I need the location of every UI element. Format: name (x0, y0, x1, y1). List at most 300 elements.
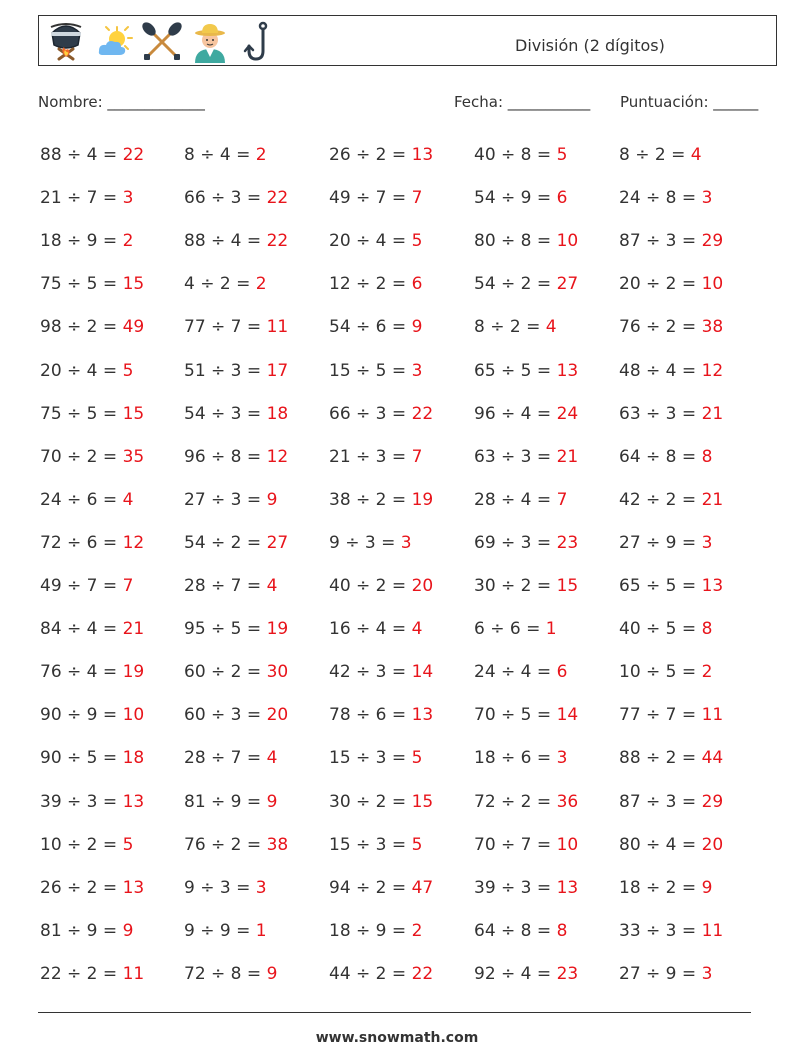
problem-answer: 19 (411, 490, 434, 510)
problem-question: 18 ÷ 9 = (40, 231, 123, 251)
problem-question: 70 ÷ 5 = (474, 705, 557, 725)
division-problem (40, 619, 144, 639)
problem-answer: 6 (556, 188, 568, 208)
problem-question: 92 ÷ 4 = (474, 964, 557, 984)
problem-answer: 30 (266, 662, 289, 682)
problem-answer: 18 (122, 748, 145, 768)
problem-question: 40 ÷ 5 = (619, 619, 702, 639)
problem-question: 54 ÷ 2 = (184, 533, 267, 553)
problem-answer: 5 (411, 835, 423, 855)
problem-answer: 36 (556, 792, 579, 812)
problem-question: 72 ÷ 8 = (184, 964, 267, 984)
problem-question: 49 ÷ 7 = (40, 576, 123, 596)
score-field[interactable] (620, 93, 758, 111)
problem-question: 21 ÷ 3 = (329, 447, 412, 467)
problem-question: 42 ÷ 2 = (619, 490, 702, 510)
division-problem (40, 490, 133, 510)
problem-answer: 49 (122, 317, 145, 337)
division-problem (40, 274, 144, 294)
problem-answer: 12 (122, 533, 145, 553)
problem-answer: 11 (701, 705, 724, 725)
problem-question: 96 ÷ 8 = (184, 447, 267, 467)
problem-question: 88 ÷ 4 = (40, 145, 123, 165)
problem-question: 9 ÷ 9 = (184, 921, 256, 941)
problem-answer: 5 (411, 231, 423, 251)
problem-question: 48 ÷ 4 = (619, 361, 702, 381)
problem-question: 15 ÷ 3 = (329, 748, 412, 768)
division-problem (474, 705, 578, 725)
problem-question: 26 ÷ 2 = (329, 145, 412, 165)
division-problem (184, 835, 288, 855)
problem-answer: 22 (411, 404, 434, 424)
division-problem (184, 792, 277, 812)
worksheet-title: División (2 dígitos) (515, 36, 665, 55)
problem-question: 64 ÷ 8 = (474, 921, 557, 941)
problem-answer: 5 (411, 748, 423, 768)
division-problem (329, 921, 422, 941)
division-problem (329, 533, 412, 553)
problem-answer: 3 (556, 748, 568, 768)
problem-answer: 7 (411, 447, 423, 467)
problem-question: 54 ÷ 3 = (184, 404, 267, 424)
division-problem (474, 619, 557, 639)
problem-answer: 2 (701, 662, 713, 682)
problem-question: 27 ÷ 9 = (619, 533, 702, 553)
problem-question: 30 ÷ 2 = (474, 576, 557, 596)
problem-answer: 3 (255, 878, 267, 898)
problem-question: 8 ÷ 4 = (184, 145, 256, 165)
division-problem (619, 662, 712, 682)
division-problem (40, 964, 144, 984)
division-problem (474, 274, 578, 294)
problem-answer: 11 (122, 964, 145, 984)
problem-question: 95 ÷ 5 = (184, 619, 267, 639)
division-problem (329, 404, 433, 424)
problem-question: 44 ÷ 2 = (329, 964, 412, 984)
problem-answer: 3 (400, 533, 412, 553)
problem-question: 40 ÷ 2 = (329, 576, 412, 596)
problem-answer: 5 (122, 361, 134, 381)
problem-answer: 23 (556, 533, 579, 553)
division-problem (619, 274, 723, 294)
problem-answer: 8 (701, 619, 713, 639)
problem-answer: 9 (266, 964, 278, 984)
problem-answer: 6 (411, 274, 423, 294)
problem-answer: 8 (701, 447, 713, 467)
division-problem (474, 188, 567, 208)
date-label: Fecha: ___________ (454, 93, 591, 111)
division-problem (329, 274, 422, 294)
problem-answer: 2 (255, 145, 267, 165)
division-problem (184, 145, 267, 165)
problem-answer: 21 (701, 490, 724, 510)
division-problem (329, 361, 422, 381)
problem-answer: 12 (266, 447, 289, 467)
problem-question: 49 ÷ 7 = (329, 188, 412, 208)
problem-question: 9 ÷ 3 = (329, 533, 401, 553)
problem-question: 60 ÷ 2 = (184, 662, 267, 682)
cooking-pot-campfire-icon (45, 21, 87, 63)
problem-question: 66 ÷ 3 = (184, 188, 267, 208)
problem-question: 40 ÷ 8 = (474, 145, 557, 165)
division-problem (619, 835, 723, 855)
division-problem (40, 878, 144, 898)
problem-question: 80 ÷ 8 = (474, 231, 557, 251)
problem-answer: 15 (411, 792, 434, 812)
problem-answer: 9 (411, 317, 423, 337)
problem-question: 98 ÷ 2 = (40, 317, 123, 337)
division-problem (184, 317, 288, 337)
problem-answer: 2 (255, 274, 267, 294)
division-problem (619, 878, 712, 898)
division-problem (474, 921, 567, 941)
name-label: Nombre: _____________ (38, 93, 205, 111)
problem-answer: 8 (556, 921, 568, 941)
problem-question: 94 ÷ 2 = (329, 878, 412, 898)
problem-question: 24 ÷ 4 = (474, 662, 557, 682)
division-problem (40, 404, 144, 424)
division-problem (619, 490, 723, 510)
problem-answer: 10 (701, 274, 724, 294)
division-problem (619, 317, 723, 337)
problem-answer: 29 (701, 792, 724, 812)
problem-question: 4 ÷ 2 = (184, 274, 256, 294)
problem-question: 84 ÷ 4 = (40, 619, 123, 639)
problem-question: 63 ÷ 3 = (619, 404, 702, 424)
problem-question: 63 ÷ 3 = (474, 447, 557, 467)
division-problem (40, 188, 133, 208)
problem-answer: 22 (266, 231, 289, 251)
division-problem (40, 317, 144, 337)
problem-answer: 19 (266, 619, 289, 639)
problem-question: 76 ÷ 2 = (619, 317, 702, 337)
division-problem (329, 748, 422, 768)
problem-answer: 4 (266, 576, 278, 596)
problem-answer: 13 (411, 705, 434, 725)
problem-answer: 12 (701, 361, 724, 381)
problem-answer: 10 (122, 705, 145, 725)
problem-answer: 38 (701, 317, 724, 337)
division-problem (184, 404, 288, 424)
division-problem (329, 835, 422, 855)
problem-answer: 2 (122, 231, 134, 251)
division-problem (184, 533, 288, 553)
problem-question: 18 ÷ 6 = (474, 748, 557, 768)
problem-question: 15 ÷ 5 = (329, 361, 412, 381)
problem-question: 66 ÷ 3 = (329, 404, 412, 424)
division-problem (474, 404, 578, 424)
problem-question: 38 ÷ 2 = (329, 490, 412, 510)
problem-question: 60 ÷ 3 = (184, 705, 267, 725)
problem-question: 39 ÷ 3 = (40, 792, 123, 812)
division-problem (619, 792, 723, 812)
problem-question: 18 ÷ 9 = (329, 921, 412, 941)
problem-question: 12 ÷ 2 = (329, 274, 412, 294)
problem-answer: 13 (701, 576, 724, 596)
problem-question: 28 ÷ 7 = (184, 576, 267, 596)
division-problem (329, 705, 433, 725)
division-problem (184, 447, 288, 467)
division-problem (184, 878, 267, 898)
problem-question: 72 ÷ 2 = (474, 792, 557, 812)
division-problem (474, 964, 578, 984)
problem-question: 75 ÷ 5 = (40, 274, 123, 294)
division-problem (184, 231, 288, 251)
problem-question: 21 ÷ 7 = (40, 188, 123, 208)
problem-question: 24 ÷ 6 = (40, 490, 123, 510)
division-problem (184, 274, 267, 294)
problem-question: 6 ÷ 6 = (474, 619, 546, 639)
problem-answer: 13 (556, 361, 579, 381)
problem-answer: 1 (255, 921, 267, 941)
problem-answer: 23 (556, 964, 579, 984)
division-problem (40, 662, 144, 682)
problem-answer: 4 (122, 490, 134, 510)
problem-question: 18 ÷ 2 = (619, 878, 702, 898)
problem-question: 77 ÷ 7 = (184, 317, 267, 337)
problem-answer: 13 (411, 145, 434, 165)
problem-answer: 29 (701, 231, 724, 251)
division-problem (40, 145, 144, 165)
division-problem (474, 447, 578, 467)
problem-question: 24 ÷ 8 = (619, 188, 702, 208)
division-problem (619, 188, 712, 208)
header-icons (45, 21, 279, 63)
problem-question: 10 ÷ 2 = (40, 835, 123, 855)
problem-answer: 1 (545, 619, 557, 639)
division-problem (619, 231, 723, 251)
division-problem (329, 576, 433, 596)
division-problem (184, 921, 267, 941)
problem-answer: 5 (556, 145, 568, 165)
problem-answer: 14 (556, 705, 579, 725)
division-problem (474, 878, 578, 898)
problem-question: 20 ÷ 4 = (40, 361, 123, 381)
footer-divider (38, 1012, 751, 1013)
division-problem (329, 188, 422, 208)
division-problem (474, 792, 578, 812)
problem-answer: 11 (701, 921, 724, 941)
division-problem (619, 533, 712, 553)
problem-answer: 22 (122, 145, 145, 165)
division-problem (40, 361, 133, 381)
problem-question: 28 ÷ 7 = (184, 748, 267, 768)
problem-question: 78 ÷ 6 = (329, 705, 412, 725)
problem-answer: 4 (411, 619, 423, 639)
problem-answer: 15 (122, 404, 145, 424)
problem-answer: 9 (122, 921, 134, 941)
problem-question: 39 ÷ 3 = (474, 878, 557, 898)
division-problem (619, 361, 723, 381)
problem-question: 90 ÷ 9 = (40, 705, 123, 725)
division-problem (329, 490, 433, 510)
division-problem (619, 748, 723, 768)
problem-answer: 18 (266, 404, 289, 424)
problem-question: 30 ÷ 2 = (329, 792, 412, 812)
problem-answer: 7 (411, 188, 423, 208)
problem-answer: 9 (701, 878, 713, 898)
division-problem (329, 447, 422, 467)
problem-answer: 17 (266, 361, 289, 381)
problem-question: 76 ÷ 2 = (184, 835, 267, 855)
division-problem (329, 792, 433, 812)
division-problem (474, 533, 578, 553)
problem-question: 65 ÷ 5 = (474, 361, 557, 381)
problem-answer: 20 (266, 705, 289, 725)
division-problem (329, 878, 433, 898)
problem-answer: 10 (556, 231, 579, 251)
division-problem (184, 705, 288, 725)
division-problem (184, 188, 288, 208)
division-problem (40, 533, 144, 553)
problem-question: 69 ÷ 3 = (474, 533, 557, 553)
problem-question: 28 ÷ 4 = (474, 490, 557, 510)
problem-question: 27 ÷ 9 = (619, 964, 702, 984)
problem-answer: 20 (411, 576, 434, 596)
problem-answer: 13 (122, 878, 145, 898)
division-problem (474, 317, 557, 337)
problem-answer: 35 (122, 447, 145, 467)
problem-answer: 22 (411, 964, 434, 984)
problem-answer: 13 (556, 878, 579, 898)
problem-question: 9 ÷ 3 = (184, 878, 256, 898)
date-field[interactable] (454, 93, 590, 111)
problem-question: 80 ÷ 4 = (619, 835, 702, 855)
division-problem (474, 490, 567, 510)
division-problem (40, 576, 133, 596)
problem-question: 77 ÷ 7 = (619, 705, 702, 725)
division-problem (329, 145, 433, 165)
problem-question: 20 ÷ 4 = (329, 231, 412, 251)
problem-answer: 21 (556, 447, 579, 467)
problem-question: 76 ÷ 4 = (40, 662, 123, 682)
division-problem (619, 145, 702, 165)
problem-answer: 2 (411, 921, 423, 941)
problem-answer: 7 (122, 576, 134, 596)
problem-answer: 3 (411, 361, 423, 381)
problem-answer: 21 (701, 404, 724, 424)
problem-answer: 4 (545, 317, 557, 337)
problem-answer: 9 (266, 792, 278, 812)
problem-question: 22 ÷ 2 = (40, 964, 123, 984)
division-problem (40, 231, 133, 251)
problem-question: 51 ÷ 3 = (184, 361, 267, 381)
problem-answer: 27 (266, 533, 289, 553)
problem-answer: 4 (266, 748, 278, 768)
division-problem (329, 662, 433, 682)
division-problem (619, 921, 723, 941)
problem-answer: 7 (556, 490, 568, 510)
division-problem (184, 964, 277, 984)
division-problem (474, 145, 567, 165)
division-problem (474, 576, 578, 596)
division-problem (619, 447, 712, 467)
crossed-paddles-icon (141, 21, 183, 63)
problem-question: 65 ÷ 5 = (619, 576, 702, 596)
problem-answer: 3 (122, 188, 134, 208)
division-problem (40, 748, 144, 768)
division-problem (184, 361, 288, 381)
problem-question: 90 ÷ 5 = (40, 748, 123, 768)
problem-answer: 5 (122, 835, 134, 855)
division-problem (474, 748, 567, 768)
problem-question: 26 ÷ 2 = (40, 878, 123, 898)
worksheet-header (38, 15, 777, 66)
division-problem (40, 835, 133, 855)
problem-question: 64 ÷ 8 = (619, 447, 702, 467)
division-problem (474, 835, 578, 855)
fishing-hook-icon (237, 21, 279, 63)
problem-question: 87 ÷ 3 = (619, 231, 702, 251)
problem-question: 15 ÷ 3 = (329, 835, 412, 855)
score-label: Puntuación: ______ (620, 93, 759, 111)
division-problem (184, 490, 277, 510)
problem-answer: 38 (266, 835, 289, 855)
problem-answer: 22 (266, 188, 289, 208)
problem-question: 81 ÷ 9 = (184, 792, 267, 812)
problem-question: 54 ÷ 2 = (474, 274, 557, 294)
problem-question: 72 ÷ 6 = (40, 533, 123, 553)
problem-question: 70 ÷ 2 = (40, 447, 123, 467)
problem-question: 8 ÷ 2 = (474, 317, 546, 337)
problem-answer: 44 (701, 748, 724, 768)
problem-answer: 27 (556, 274, 579, 294)
problem-answer: 14 (411, 662, 434, 682)
problem-question: 8 ÷ 2 = (619, 145, 691, 165)
division-problem (329, 231, 422, 251)
division-problem (619, 964, 712, 984)
footer-website[interactable]: www.snowmath.com (315, 1030, 479, 1046)
problem-question: 42 ÷ 3 = (329, 662, 412, 682)
problem-answer: 3 (701, 188, 713, 208)
division-problem (40, 792, 144, 812)
sun-cloud-icon (93, 21, 135, 63)
problem-answer: 20 (701, 835, 724, 855)
division-problem (474, 231, 578, 251)
problem-answer: 4 (690, 145, 702, 165)
farmer-icon (189, 21, 231, 63)
division-problem (40, 447, 144, 467)
division-problem (329, 964, 433, 984)
problem-question: 54 ÷ 9 = (474, 188, 557, 208)
problem-question: 70 ÷ 7 = (474, 835, 557, 855)
problem-answer: 13 (122, 792, 145, 812)
problem-answer: 3 (701, 533, 713, 553)
division-problem (619, 404, 723, 424)
problem-answer: 24 (556, 404, 579, 424)
problem-answer: 15 (122, 274, 145, 294)
problem-answer: 47 (411, 878, 434, 898)
division-problem (619, 705, 723, 725)
division-problem (184, 748, 277, 768)
problem-question: 88 ÷ 2 = (619, 748, 702, 768)
problem-question: 75 ÷ 5 = (40, 404, 123, 424)
problem-question: 20 ÷ 2 = (619, 274, 702, 294)
name-field[interactable] (38, 93, 205, 111)
division-problem (619, 619, 712, 639)
division-problem (619, 576, 723, 596)
division-problem (184, 619, 288, 639)
problem-question: 88 ÷ 4 = (184, 231, 267, 251)
problem-answer: 3 (701, 964, 713, 984)
problem-question: 16 ÷ 4 = (329, 619, 412, 639)
division-problem (474, 662, 567, 682)
problem-answer: 6 (556, 662, 568, 682)
problem-answer: 21 (122, 619, 145, 639)
problem-question: 81 ÷ 9 = (40, 921, 123, 941)
problem-question: 27 ÷ 3 = (184, 490, 267, 510)
division-problem (184, 576, 277, 596)
